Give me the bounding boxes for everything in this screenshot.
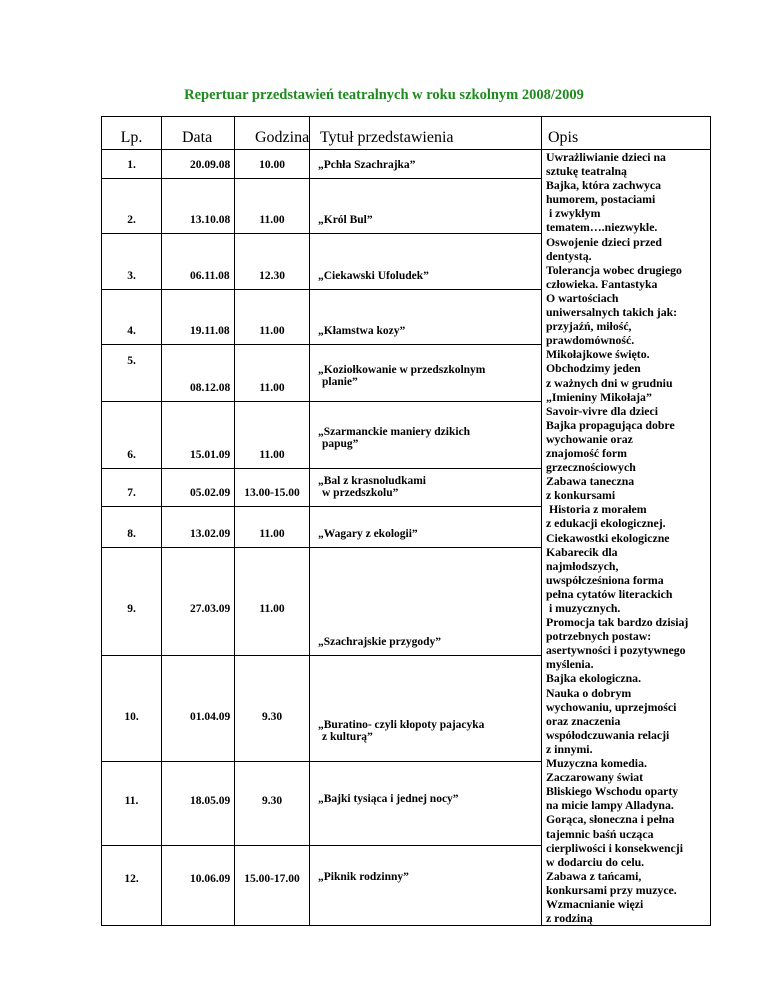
header-data: Data <box>162 117 235 150</box>
opis-line: Savoir-vivre dla dzieci <box>546 403 659 418</box>
opis-line: Obchodzimy jeden <box>546 361 641 376</box>
row-title-line: „Kłamstwa kozy” <box>318 324 406 337</box>
row-date: 19.11.08 <box>162 289 235 344</box>
row-title <box>310 548 542 656</box>
row-lp: 10. <box>102 656 162 762</box>
row-date: 13.02.09 <box>162 507 235 548</box>
row-lp: 11. <box>102 762 162 846</box>
row-title <box>310 507 542 548</box>
opis-line: Mikołajkowe święto. <box>546 347 650 362</box>
opis-line: znajomość form <box>546 445 627 460</box>
row-title-line: „Ciekawski Ufoludek” <box>318 269 429 282</box>
opis-line: na micie lampy Alladyna. <box>546 798 674 813</box>
row-title-line: „Koziołkowanie w przedszkolnym <box>318 363 486 376</box>
row-date: 05.02.09 <box>162 468 235 507</box>
opis-line: humorem, postaciami <box>546 192 656 207</box>
header-lp: Lp. <box>102 117 162 150</box>
row-title <box>310 401 542 468</box>
opis-line: Gorąca, słoneczna i pełna <box>546 812 675 827</box>
row-date: 20.09.08 <box>162 150 235 179</box>
opis-line: sztukę teatralną <box>546 164 627 179</box>
table-header-row <box>102 117 711 150</box>
opis-line: Uwrażliwianie dzieci na <box>546 150 666 164</box>
opis-line: Muzyczna komedia. <box>546 756 647 771</box>
row-title <box>310 845 542 926</box>
row-title-line: z kulturą” <box>322 731 373 744</box>
row-date: 08.12.08 <box>162 344 235 401</box>
row-time: 11.00 <box>235 344 310 401</box>
opis-line: Oswojenie dzieci przed <box>546 234 662 249</box>
opis-line: Zabawa taneczna <box>546 474 635 489</box>
header-tytul: Tytuł przedstawienia <box>310 117 542 150</box>
opis-line: z edukacji ekologicznej. <box>546 516 666 531</box>
row-title <box>310 178 542 233</box>
row-title-line: „Szarmanckie maniery dzikich <box>318 425 471 438</box>
opis-line: „Imieniny Mikołaja” <box>546 389 652 404</box>
row-lp: 7. <box>102 468 162 507</box>
opis-line: grzecznościowych <box>546 460 636 475</box>
row-date: 13.10.08 <box>162 178 235 233</box>
row-time: 9.30 <box>235 762 310 846</box>
row-title <box>310 762 542 846</box>
row-lp: 12. <box>102 845 162 926</box>
opis-line: uniwersalnych takich jak: <box>546 305 678 320</box>
row-title-line: „Wagary z ekologii” <box>318 528 418 541</box>
row-title-line: „Bal z krasnoludkami <box>318 475 426 488</box>
row-title-line: „Pchła Szachrajka” <box>318 158 416 171</box>
row-date: 01.04.09 <box>162 656 235 762</box>
opis-line: i zwykłym <box>546 206 601 221</box>
document-title: Repertuar przedstawień teatralnych w roku szkolnym 2008/2009 <box>184 87 584 103</box>
row-date: 27.03.09 <box>162 548 235 656</box>
opis-line: Zaczarowany świat <box>546 770 644 785</box>
opis-cell <box>542 150 711 926</box>
opis-line: Bajka, która zachwyca <box>546 178 662 193</box>
row-time: 10.00 <box>235 150 310 179</box>
row-lp: 5. <box>102 344 162 401</box>
row-title <box>310 233 542 289</box>
row-title <box>310 468 542 507</box>
opis-line: Zabawa z tańcami, <box>546 868 642 883</box>
opis-line: Kabarecik dla <box>546 544 618 559</box>
opis-line: przyjaźń, miłość, <box>546 319 632 334</box>
row-lp: 9. <box>102 548 162 656</box>
repertoire-table <box>101 116 711 926</box>
row-time: 15.00-17.00 <box>235 845 310 926</box>
row-time: 12.30 <box>235 233 310 289</box>
row-lp: 2. <box>102 178 162 233</box>
row-lp: 3. <box>102 233 162 289</box>
opis-line: O wartościach <box>546 290 619 305</box>
opis-line: Ciekawostki ekologiczne <box>546 530 670 545</box>
opis-line: wychowaniu, uprzejmości <box>546 699 677 714</box>
opis-line: pełna cytatów literackich <box>546 586 673 601</box>
opis-line: prawdomówność. <box>546 333 635 348</box>
row-time: 9.30 <box>235 656 310 762</box>
opis-line: Bajka propagująca dobre <box>546 417 675 432</box>
opis-line: wychowanie oraz <box>546 431 633 446</box>
opis-line: człowieka. Fantastyka <box>546 276 658 291</box>
table-row <box>102 150 711 179</box>
row-title-line: „Król Bul” <box>318 213 373 226</box>
opis-line: z rodziną <box>546 911 593 926</box>
row-lp: 8. <box>102 507 162 548</box>
row-lp: 6. <box>102 401 162 468</box>
opis-line: Bliskiego Wschodu oparty <box>546 784 679 799</box>
opis-line: konkursami przy muzyce. <box>546 882 677 897</box>
opis-line: Historia z morałem <box>546 502 647 517</box>
row-lp: 4. <box>102 289 162 344</box>
opis-line: Tolerancja wobec drugiego <box>546 262 682 277</box>
opis-line: tematem….niezwykle. <box>546 220 658 235</box>
opis-line: Nauka o dobrym <box>546 685 632 700</box>
opis-line: z konkursami <box>546 488 616 503</box>
row-date: 06.11.08 <box>162 233 235 289</box>
row-title-line: „Szachrajskie przygody” <box>318 636 441 649</box>
opis-line: z innymi. <box>546 741 593 756</box>
opis-line: współodczuwania relacji <box>546 727 670 742</box>
row-time: 11.00 <box>235 289 310 344</box>
opis-line: uwspółcześniona forma <box>546 572 664 587</box>
row-title <box>310 344 542 401</box>
header-godzina: Godzina <box>235 117 310 150</box>
opis-line: tajemnic baśń ucząca <box>546 826 654 841</box>
row-title-line: papug” <box>322 437 359 450</box>
row-time: 13.00-15.00 <box>235 468 310 507</box>
row-date: 15.01.09 <box>162 401 235 468</box>
opis-line: myślenia. <box>546 657 594 672</box>
row-title <box>310 150 542 179</box>
row-title-line: „Piknik rodzinny” <box>318 871 409 884</box>
row-time: 11.00 <box>235 178 310 233</box>
opis-line: dentystą. <box>546 248 592 263</box>
row-time: 11.00 <box>235 401 310 468</box>
opis-line: najmłodszych, <box>546 558 619 573</box>
opis-line: Bajka ekologiczna. <box>546 671 642 686</box>
opis-line: asertywności i pozytywnego <box>546 643 686 658</box>
row-title <box>310 656 542 762</box>
header-opis: Opis <box>542 117 711 150</box>
row-title-line: „Buratino- czyli kłopoty pajacyka <box>318 719 485 732</box>
opis-line: Wzmacnianie więzi <box>546 896 644 911</box>
opis-line: w dodarciu do celu. <box>546 854 645 869</box>
row-title-line: w przedszkolu” <box>322 487 399 500</box>
row-date: 18.05.09 <box>162 762 235 846</box>
opis-line: Promocja tak bardzo dzisiaj <box>546 615 689 630</box>
row-lp: 1. <box>102 150 162 179</box>
row-title-line: planie” <box>322 375 358 388</box>
opis-line: oraz znaczenia <box>546 713 621 728</box>
opis-line: potrzebnych postaw: <box>546 629 652 644</box>
opis-line: i muzycznych. <box>546 601 621 615</box>
opis-line: z ważnych dni w grudniu <box>546 375 673 390</box>
opis-line: cierpliwości i konsekwencji <box>546 840 683 855</box>
row-title <box>310 289 542 344</box>
row-title-line: „Bajki tysiąca i jednej nocy” <box>318 792 459 805</box>
row-time: 11.00 <box>235 507 310 548</box>
row-time: 11.00 <box>235 548 310 656</box>
row-date: 10.06.09 <box>162 845 235 926</box>
